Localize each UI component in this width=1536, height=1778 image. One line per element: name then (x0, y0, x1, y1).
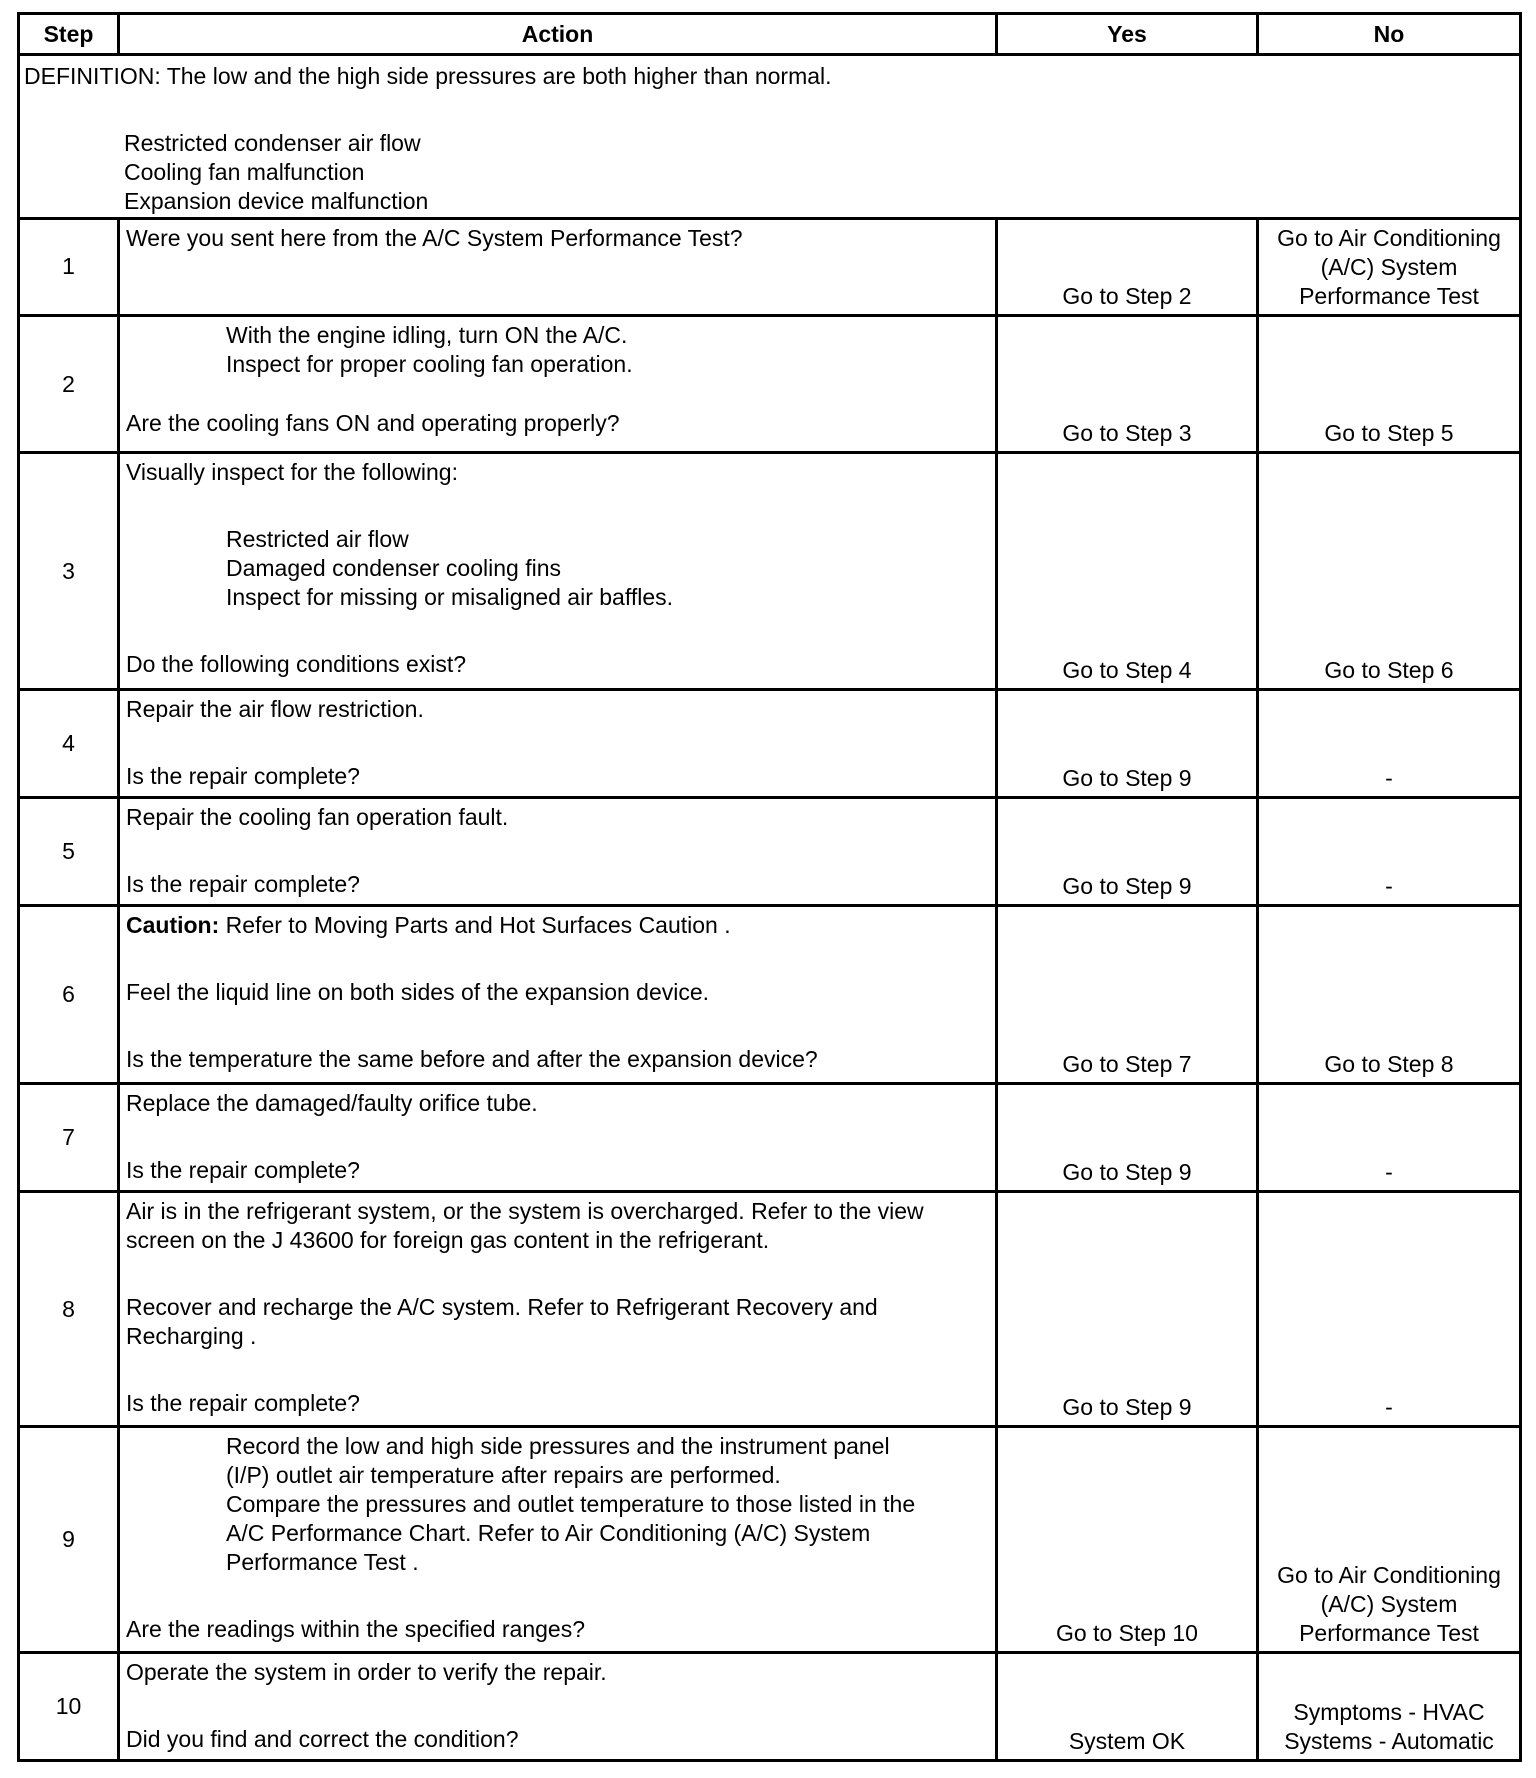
step-action (119, 1083, 997, 1191)
action-line: Recover and recharge the A/C system. Refer to Refrigerant Recovery and (126, 1294, 878, 1321)
no-result: - (1258, 689, 1521, 797)
step-action (119, 1192, 997, 1427)
action-line: Repair the air flow restriction. (126, 695, 424, 722)
header-step: Step (19, 14, 119, 55)
question-line: Do the following conditions exist? (126, 651, 467, 678)
definition-text: DEFINITION: The low and the high side pressures are both higher than normal. (24, 63, 832, 90)
action-line: Feel the liquid line on both sides of the expansion device. (126, 979, 710, 1006)
cause-item: Restricted condenser air flow (124, 130, 421, 157)
step-number: 2 (19, 315, 119, 452)
action-line: Restricted air flow (226, 526, 409, 553)
action-line: With the engine idling, turn ON the A/C. (226, 321, 628, 348)
step-number: 1 (19, 218, 119, 315)
header-no: No (1258, 14, 1521, 55)
action-line: Recharging . (126, 1323, 257, 1350)
caution-line (126, 911, 995, 940)
step-row-1 (19, 218, 1521, 315)
yes-result: Go to Step 3 (997, 315, 1258, 452)
yes-result: Go to Step 4 (997, 453, 1258, 690)
header-yes: Yes (997, 14, 1258, 55)
question-line: Did you find and correct the condition? (126, 1725, 519, 1752)
step-row-7 (19, 1083, 1521, 1191)
step-action (119, 906, 997, 1084)
action-line: Damaged condenser cooling fins (226, 555, 561, 582)
step-number: 8 (19, 1192, 119, 1427)
yes-result: System OK (997, 1652, 1258, 1760)
step-number: 4 (19, 689, 119, 797)
action-line: screen on the J 43600 for foreign gas content in the refrigerant. (126, 1227, 770, 1254)
no-result: - (1258, 1083, 1521, 1191)
question-line: Are the readings within the specified ranges? (126, 1615, 586, 1642)
question-line: Are the cooling fans ON and operating properly? (126, 409, 620, 436)
action-line: Performance Test . (226, 1548, 419, 1575)
step-row-4 (19, 689, 1521, 797)
cause-item: Cooling fan malfunction (124, 159, 365, 186)
step-action (119, 1652, 997, 1760)
step-row-2 (19, 315, 1521, 452)
question-line: Is the repair complete? (126, 871, 360, 898)
step-number: 10 (19, 1652, 119, 1760)
no-result: - (1258, 798, 1521, 906)
definition-row (19, 55, 1521, 218)
no-result: Go to Step 5 (1258, 315, 1521, 452)
caution-text: Refer to Moving Parts and Hot Surfaces Caution . (219, 912, 731, 939)
yes-result: Go to Step 9 (997, 798, 1258, 906)
step-action (119, 315, 997, 452)
step-number: 7 (19, 1083, 119, 1191)
diagnostic-table (17, 12, 1522, 1762)
question-line: Is the repair complete? (126, 1156, 360, 1183)
action-line: Air is in the refrigerant system, or the system is overcharged. Refer to the view (126, 1198, 924, 1225)
caution-label: Caution: (126, 912, 220, 939)
header-row (19, 14, 1521, 55)
no-result-text: Symptoms - HVAC Systems - Automatic (1284, 1699, 1494, 1754)
step-action (119, 798, 997, 906)
step-row-8 (19, 1192, 1521, 1427)
yes-result: Go to Step 9 (997, 1083, 1258, 1191)
no-result: Go to Step 8 (1258, 906, 1521, 1084)
action-line: (I/P) outlet air temperature after repairs are performed. (226, 1461, 781, 1488)
step-action (119, 689, 997, 797)
step-number: 3 (19, 453, 119, 690)
step-number: 5 (19, 798, 119, 906)
action-line: Visually inspect for the following: (126, 459, 458, 486)
step-action (119, 1426, 997, 1652)
action-line: Repair the cooling fan operation fault. (126, 804, 509, 831)
step-row-5 (19, 798, 1521, 906)
action-line: Inspect for missing or misaligned air baffles. (226, 584, 673, 611)
no-result (1258, 1652, 1521, 1760)
step-row-3 (19, 453, 1521, 690)
yes-result: Go to Step 2 (997, 218, 1258, 315)
action-line: Record the low and high side pressures and the instrument panel (226, 1432, 890, 1459)
question-line: Is the repair complete? (126, 762, 360, 789)
step-number: 6 (19, 906, 119, 1084)
action-line: Operate the system in order to verify the repair. (126, 1658, 607, 1685)
yes-result: Go to Step 7 (997, 906, 1258, 1084)
header-action: Action (119, 14, 997, 55)
yes-result: Go to Step 10 (997, 1426, 1258, 1652)
no-result: Go to Step 6 (1258, 453, 1521, 690)
no-result: Go to Air Conditioning (A/C) System Performance Test (1258, 218, 1521, 315)
step-action (119, 453, 997, 690)
action-line: Replace the damaged/faulty orifice tube. (126, 1089, 538, 1116)
yes-result: Go to Step 9 (997, 1192, 1258, 1427)
cause-item: Expansion device malfunction (124, 188, 429, 215)
action-line: Inspect for proper cooling fan operation. (226, 350, 633, 377)
step-action (119, 218, 997, 315)
step-row-9 (19, 1426, 1521, 1652)
no-result-text: Go to Air Conditioning (A/C) System Performance Test (1277, 1561, 1501, 1646)
question-line: Is the temperature the same before and after the expansion device? (126, 1046, 818, 1073)
yes-result: Go to Step 9 (997, 689, 1258, 797)
step-number: 9 (19, 1426, 119, 1652)
step-row-10 (19, 1652, 1521, 1760)
definition-cell (19, 55, 1521, 218)
question-line: Is the repair complete? (126, 1390, 360, 1417)
no-result: - (1258, 1192, 1521, 1427)
step-row-6 (19, 906, 1521, 1084)
action-line: A/C Performance Chart. Refer to Air Conditioning (A/C) System (226, 1519, 871, 1546)
action-line: Were you sent here from the A/C System Performance Test? (126, 224, 743, 251)
action-line: Compare the pressures and outlet temperature to those listed in the (226, 1490, 916, 1517)
no-result (1258, 1426, 1521, 1652)
